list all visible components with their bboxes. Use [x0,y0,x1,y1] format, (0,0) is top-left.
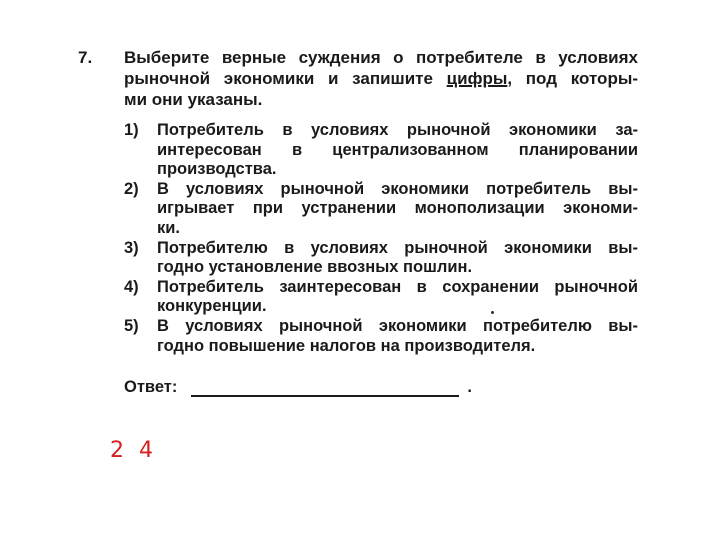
handwritten-answer: 2 4 [110,438,157,463]
option-line: Потребитель заинтересован в сохранении рыночной [157,277,638,296]
answer-label: Ответ: [124,378,178,396]
option-number: 2) [124,179,139,198]
option-line: годно повышение налогов на производителя. [157,336,536,355]
option-line: ки. [157,218,180,237]
option-line: производства. [157,160,277,179]
option-4 [124,278,638,317]
option-line: В условиях рыночной экономики потребитель вы- [157,179,638,198]
question-line-part: , под которы- [507,69,639,88]
option-line: Потребителю в условиях рыночной экономики вы- [157,238,638,257]
option-5 [124,317,638,356]
option-number: 4) [124,277,139,296]
option-line: интересован в централизованном планировании [157,140,638,159]
answer-end-dot: . [467,378,472,396]
option-line: Потребитель в условиях рыночной экономики за- [157,121,638,139]
answer-row [124,377,472,397]
options-list [124,121,638,356]
question-line: Выберите верные суждения о потребителе в условиях [124,48,638,67]
answer-blank[interactable] [191,377,459,397]
scan-speck [491,311,494,314]
question-text [124,47,638,110]
question-line-part: рыночной экономики и запишите [124,69,433,88]
option-2 [124,180,638,239]
option-number: 1) [124,121,139,139]
option-line: В условиях рыночной экономики потребителю вы- [157,316,638,335]
highlighted-word: цифры [446,69,508,88]
option-3 [124,239,638,278]
option-number: 5) [124,316,139,335]
question-line: ми они указаны. [124,90,263,109]
question-number: 7. [78,48,93,67]
option-line: игрывает при устранении монополизации экономи- [157,199,638,218]
option-line: конкуренции. [157,297,267,316]
question-line [124,68,638,89]
option-number: 3) [124,238,139,257]
option-line: годно установление ввозных пошлин. [157,258,473,277]
option-1 [124,121,638,180]
